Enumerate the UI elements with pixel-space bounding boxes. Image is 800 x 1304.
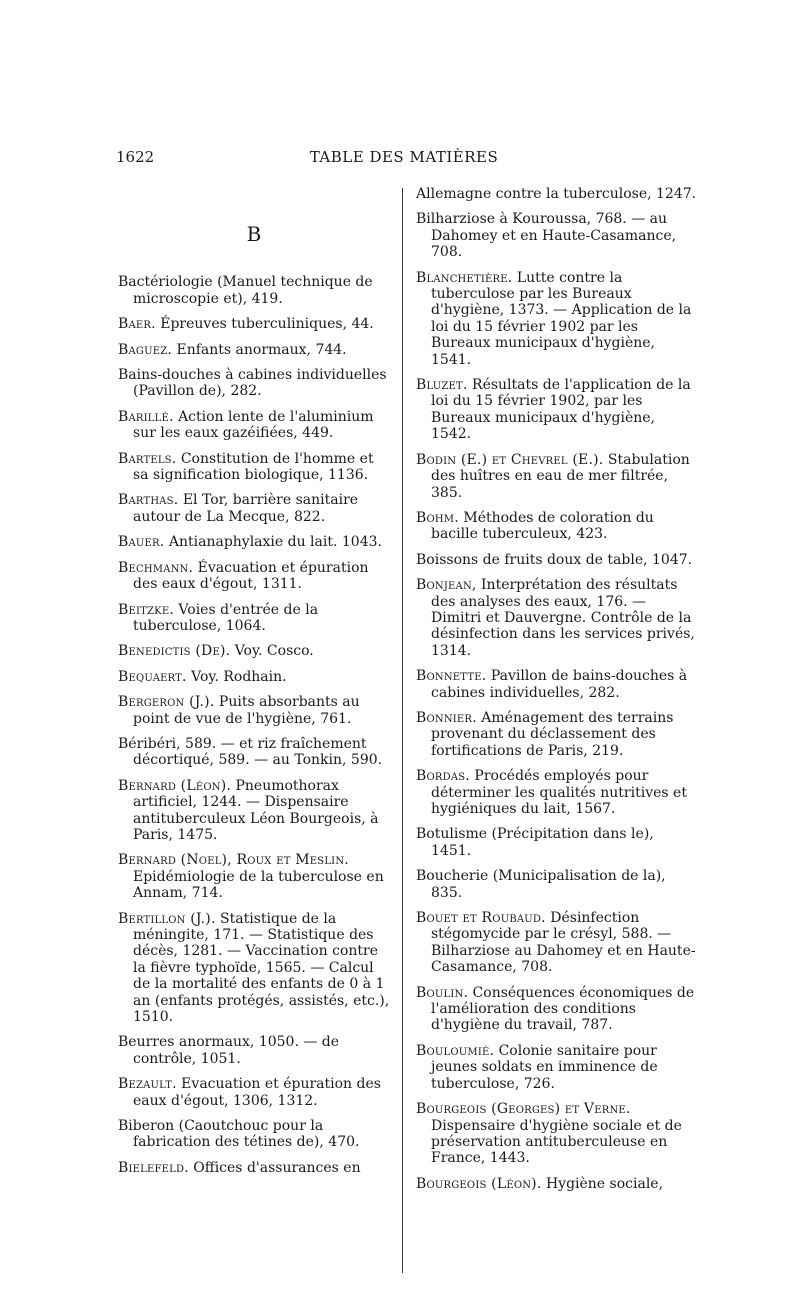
index-entry bbox=[118, 694, 390, 727]
index-entry bbox=[416, 377, 698, 443]
entry-author: Baer. bbox=[118, 316, 156, 333]
entry-author: Benedictis (De). bbox=[118, 643, 231, 660]
entry-text: Interprétation des résultats des analyses des eaux, 176. — Dimitri et Dauvergne. Contrôle de la désinfection dans les services privés, 1314. bbox=[431, 577, 695, 659]
entry-author: Bouet et Roubaud. bbox=[416, 910, 546, 927]
entry-text: Allemagne contre la tuberculose, 1247. bbox=[416, 186, 697, 202]
column-divider bbox=[402, 188, 403, 1273]
index-entry bbox=[118, 534, 390, 550]
index-entry bbox=[118, 602, 390, 635]
index-entry bbox=[118, 852, 390, 901]
entry-text: Épreuves tuberculiniques, 44. bbox=[155, 316, 374, 333]
entry-text: Pavillon de bains-douches à cabines individuelles, 282. bbox=[431, 668, 688, 701]
entry-text: Désinfection stégomycide par le crésyl, 588. — Bilharziose au Dahomey et en Haute-Casamance, 708. bbox=[431, 910, 696, 976]
section-letter: B bbox=[246, 222, 262, 246]
index-entry bbox=[416, 211, 698, 260]
index-entry bbox=[118, 736, 390, 769]
entry-text: Bilharziose à Kouroussa, 768. — au Dahomey et en Haute-Casamance, 708. bbox=[416, 211, 677, 261]
entry-text: Puits absorbants au point de vue de l'hygiène, 761. bbox=[133, 694, 360, 727]
index-list-left bbox=[118, 274, 390, 1176]
index-entry bbox=[118, 367, 390, 400]
entry-text: Dispensaire d'hygiène sociale et de préservation antituberculeuse en France, 1443. bbox=[431, 1117, 682, 1167]
index-entry bbox=[118, 1034, 390, 1067]
entry-text: Stabulation des huîtres en eau de mer filtrée, 385. bbox=[431, 451, 690, 501]
index-entry bbox=[416, 552, 698, 568]
page-number: 1622 bbox=[116, 148, 155, 166]
index-column-left bbox=[118, 186, 390, 1185]
entry-author: Bonnier. bbox=[416, 709, 477, 726]
entry-author: Bouloumié. bbox=[416, 1042, 495, 1059]
entry-text: Voies d'entrée de la tuberculose, 1064. bbox=[133, 601, 319, 634]
entry-text: Évacuation et épuration des eaux d'égout, 1311. bbox=[133, 559, 369, 593]
entry-author: Bergeron (J.). bbox=[118, 694, 215, 711]
index-entry bbox=[118, 778, 390, 844]
entry-text: Pneumothorax artificiel, 1244. — Dispensaire antituberculeux Léon Bourgeois, à Paris, 1475. bbox=[133, 777, 379, 843]
index-entry bbox=[118, 560, 390, 593]
entry-text: Voy. Rodhain. bbox=[186, 668, 287, 685]
entry-author: Bodin (E.) et Chevrel (E.). bbox=[416, 451, 604, 468]
entry-text: Botulisme (Précipitation dans le), 1451. bbox=[416, 826, 654, 859]
index-entry bbox=[416, 510, 698, 543]
entry-author: Barthas. bbox=[118, 492, 179, 509]
entry-text: Antianaphylaxie du lait. 1043. bbox=[164, 534, 382, 551]
entry-author: Bartels. bbox=[118, 450, 177, 467]
running-title: TABLE DES MATIÈRES bbox=[309, 148, 499, 166]
entry-author: Bechmann. bbox=[118, 559, 194, 576]
entry-author: Bonjean, bbox=[416, 577, 477, 594]
entry-text: Aménagement des terrains provenant du déclassement des fortifications de Paris, 219. bbox=[431, 709, 674, 759]
entry-text: Enfants anormaux, 744. bbox=[172, 341, 347, 358]
entry-text: Boucherie (Municipalisation de la), 835. bbox=[416, 868, 666, 901]
index-entry bbox=[118, 643, 390, 659]
entry-author: Bourgeois (Georges) et Verne. bbox=[416, 1101, 631, 1118]
entry-text: Bactériologie (Manuel technique de microscopie et), 419. bbox=[118, 274, 373, 307]
index-entry bbox=[416, 1101, 698, 1167]
entry-text: El Tor, barrière sanitaire autour de La Mecque, 822. bbox=[133, 492, 359, 525]
entry-text: Biberon (Caoutchouc pour la fabrication des tétines de), 470. bbox=[118, 1118, 360, 1151]
entry-author: Bezault. bbox=[118, 1076, 177, 1093]
index-entry bbox=[118, 316, 390, 332]
index-entry bbox=[118, 1160, 390, 1176]
page-header bbox=[116, 148, 692, 170]
index-entry bbox=[416, 985, 698, 1034]
index-entry bbox=[416, 710, 698, 759]
entry-author: Bluzet. bbox=[416, 377, 468, 394]
entry-text: Beurres anormaux, 1050. — de contrôle, 1051. bbox=[118, 1034, 340, 1067]
entry-text: Action lente de l'aluminium sur les eaux gazéifiées, 449. bbox=[133, 408, 374, 442]
index-entry bbox=[416, 668, 698, 701]
entry-author: Bordas. bbox=[416, 768, 470, 785]
entry-author: Boulin. bbox=[416, 984, 469, 1001]
entry-text: Lutte contre la tuberculose par les Bureaux d'hygiène, 1373. — Application de la loi du 15 février 1902 par les Bureaux municipaux d'hygiène, 1541. bbox=[431, 269, 692, 368]
entry-text: Bains-douches à cabines individuelles (Pavillon de), 282. bbox=[118, 367, 387, 400]
entry-author: Bertillon (J.). bbox=[118, 910, 216, 927]
entry-text: Méthodes de coloration du bacille tuberculeux, 423. bbox=[431, 509, 654, 543]
entry-author: Bernard (Noel), Roux et Meslin. bbox=[118, 852, 349, 869]
entry-author: Bielefeld. bbox=[118, 1159, 189, 1176]
entry-text: Résultats de l'application de la loi du 15 février 1902, par les Bureaux municipaux d'hygiène, 1542. bbox=[431, 377, 691, 443]
entry-author: Bonnette. bbox=[416, 668, 487, 685]
index-entry bbox=[416, 186, 698, 202]
index-entry bbox=[118, 669, 390, 685]
index-list-right bbox=[416, 186, 698, 1192]
index-entry bbox=[416, 826, 698, 859]
entry-author: Bourgeois (Léon). bbox=[416, 1175, 542, 1192]
index-entry bbox=[416, 1043, 698, 1092]
entry-text: Colonie sanitaire pour jeunes soldats en imminence de tuberculose, 726. bbox=[431, 1042, 658, 1092]
entry-text: Conséquences économiques de l'amélioration des conditions d'hygiène du travail, 787. bbox=[431, 984, 695, 1034]
entry-author: Bohm. bbox=[416, 509, 459, 526]
index-entry bbox=[416, 910, 698, 976]
index-entry bbox=[118, 1118, 390, 1151]
index-entry bbox=[416, 270, 698, 368]
index-entry bbox=[416, 768, 698, 817]
entry-text: Voy. Cosco. bbox=[230, 643, 314, 660]
index-entry bbox=[416, 868, 698, 901]
entry-author: Blanchetière. bbox=[416, 269, 513, 286]
entry-text: Procédés employés pour déterminer les qualités nutritives et hygiéniques du lait, 1567. bbox=[431, 768, 687, 817]
entry-author: Barillé. bbox=[118, 408, 174, 425]
index-entry bbox=[118, 451, 390, 484]
index-entry bbox=[118, 274, 390, 307]
entry-text: Béribéri, 589. — et riz fraîchement décortiqué, 589. — au Tonkin, 590. bbox=[118, 735, 383, 769]
index-entry bbox=[416, 452, 698, 501]
index-entry bbox=[118, 911, 390, 1026]
index-entry bbox=[118, 409, 390, 442]
entry-author: Bernard (Léon). bbox=[118, 777, 232, 794]
entry-text: Statistique de la méningite, 171. — Statistique des décès, 1281. — Vaccination contre la fièvre typhoïde, 1565. — Calcul de la mortalité des enfants de 0 à 1 an (enfants protégés, assistés, etc.), 1510. bbox=[133, 910, 390, 1026]
index-entry bbox=[416, 1176, 698, 1192]
index-entry bbox=[118, 342, 390, 358]
entry-text: Hygiène sociale, bbox=[541, 1175, 664, 1192]
index-entry bbox=[118, 492, 390, 525]
entry-text: Evacuation et épuration des eaux d'égout, 1306, 1312. bbox=[133, 1076, 381, 1109]
index-entry bbox=[416, 577, 698, 659]
entry-author: Baguez. bbox=[118, 341, 173, 358]
index-entry bbox=[118, 1076, 390, 1109]
entry-text: Offices d'assurances en bbox=[188, 1159, 361, 1176]
entry-text: Constitution de l'homme et sa signification biologique, 1136. bbox=[133, 450, 374, 484]
entry-text: Boissons de fruits doux de table, 1047. bbox=[416, 551, 693, 568]
entry-author: Beitzke. bbox=[118, 601, 174, 618]
entry-author: Bauer. bbox=[118, 534, 165, 551]
entry-text: Epidémiologie de la tuberculose en Annam, 714. bbox=[133, 868, 384, 902]
entry-author: Bequaert. bbox=[118, 668, 187, 685]
index-column-right bbox=[416, 186, 698, 1201]
